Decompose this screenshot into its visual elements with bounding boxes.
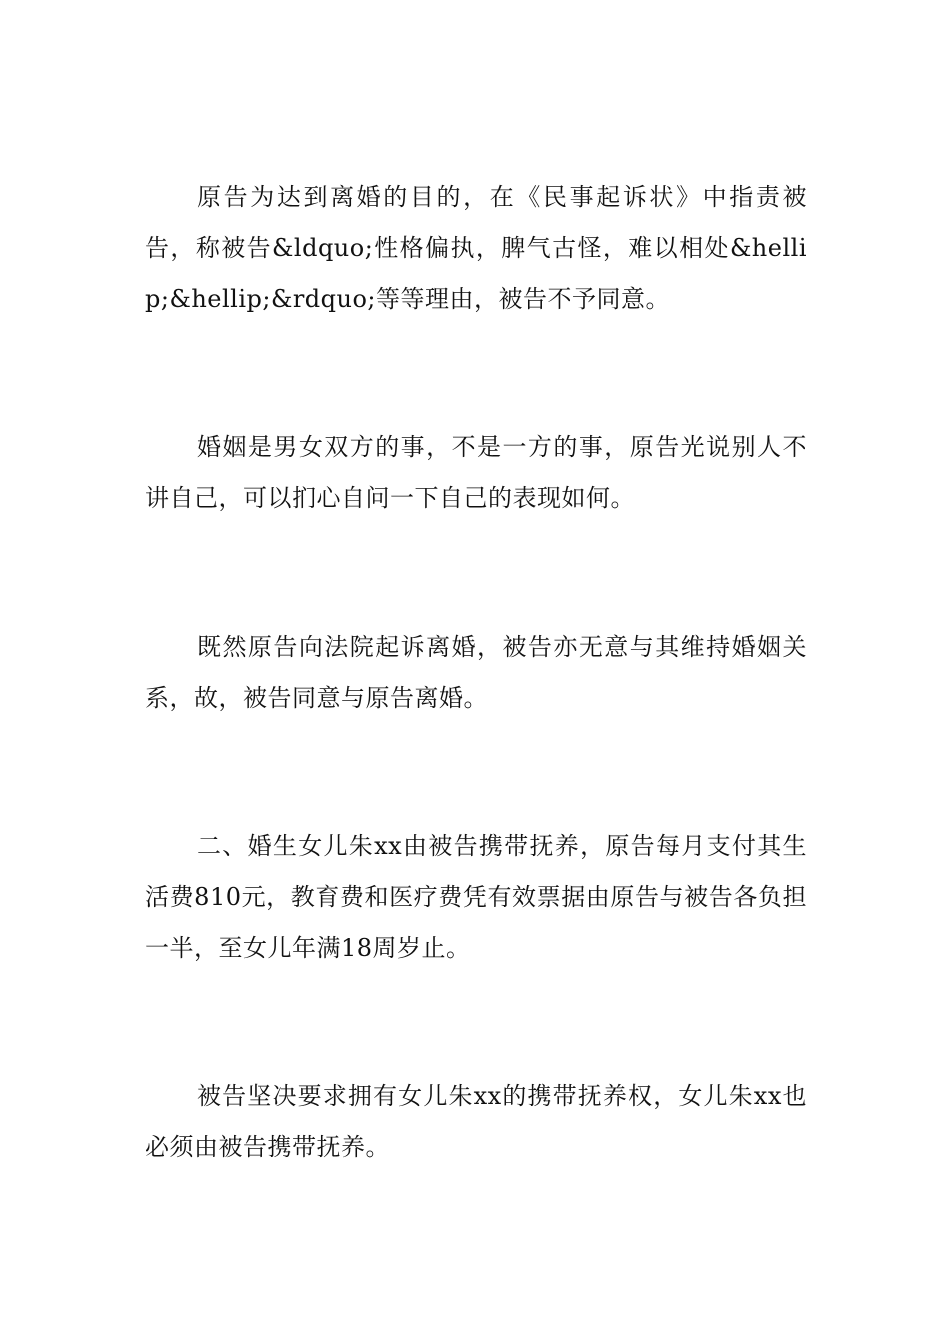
paragraph-4: 二、婚生女儿朱xx由被告携带抚养，原告每月支付其生活费810元，教育费和医疗费凭有效票据由原告与被告各负担一半，至女儿年满18周岁止。 [145, 832, 807, 962]
paragraph-1: 原告为达到离婚的目的，在《民事起诉状》中指责被告，称被告&ldquo;性格偏执，脾气古怪，难以相处&hellip;&hellip;&rdquo;等等理由，被告不予同意。 [145, 183, 807, 313]
paragraph-5: 被告坚决要求拥有女儿朱xx的携带抚养权，女儿朱xx也必须由被告携带抚养。 [145, 1082, 807, 1161]
paragraph-2: 婚姻是男女双方的事，不是一方的事，原告光说别人不讲自己，可以扪心自问一下自己的表现如何。 [145, 433, 807, 512]
paragraph-3: 既然原告向法院起诉离婚，被告亦无意与其维持婚姻关系，故，被告同意与原告离婚。 [145, 633, 807, 712]
